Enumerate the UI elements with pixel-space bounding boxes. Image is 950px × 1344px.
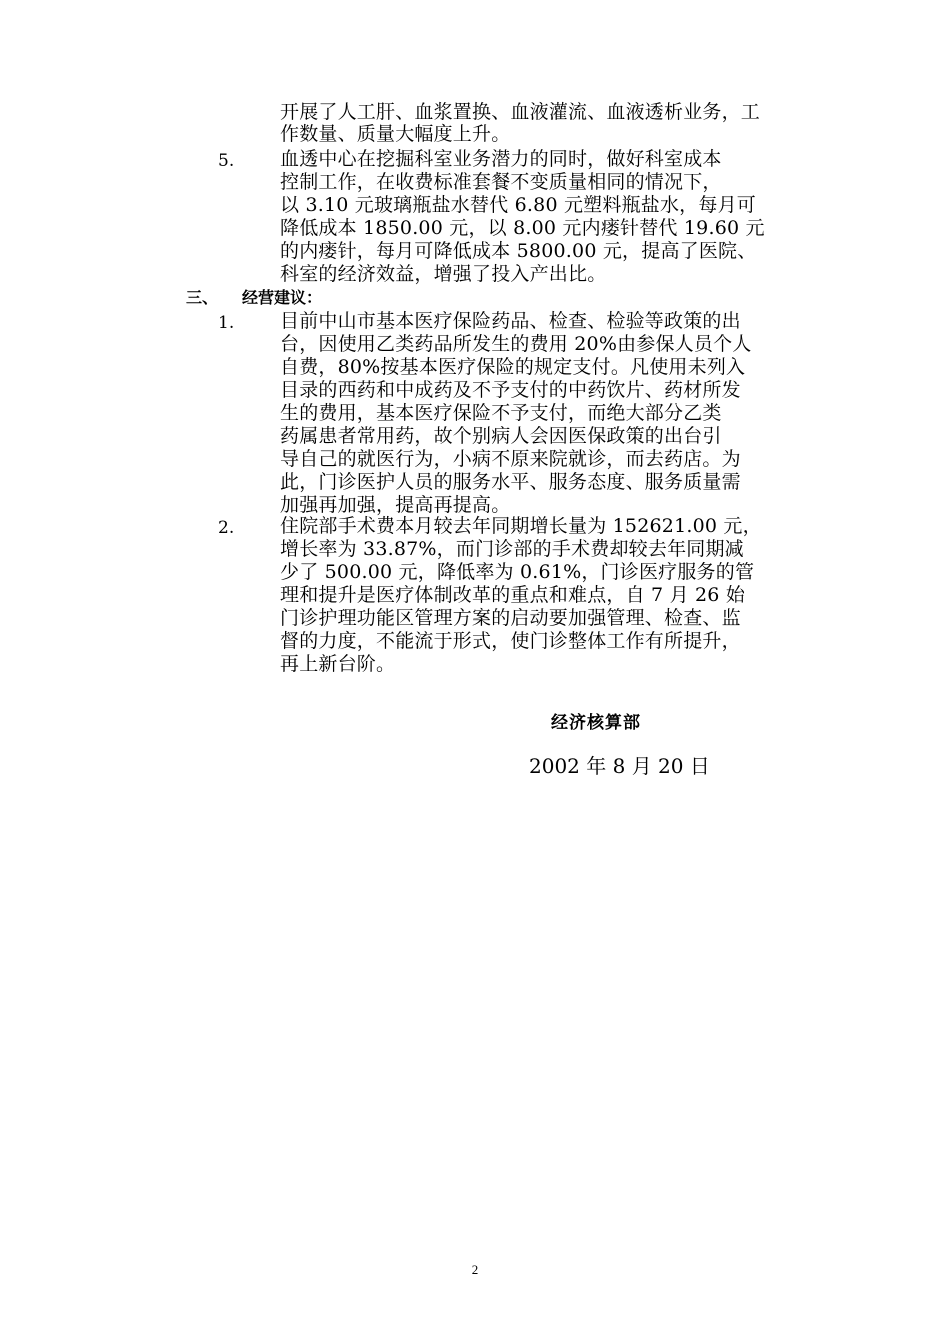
section-heading	[186, 288, 322, 308]
item5-line: 以 3.10 元玻璃瓶盐水替代 6.80 元塑料瓶盐水，每月可	[280, 194, 756, 216]
item5-line: 科室的经济效益，增强了投入产出比。	[280, 263, 607, 285]
continued-item-line: 作数量、质量大幅度上升。	[280, 123, 511, 145]
suggestion1-line: 目录的西药和中成药及不予支付的中药饮片、药材所发	[280, 379, 741, 401]
suggestion1-line: 导自己的就医行为，小病不原来院就诊，而去药店。为	[280, 448, 741, 470]
suggestion2-line: 住院部手术费本月较去年同期增长量为 152621.00 元，	[280, 515, 762, 537]
item-number: 2.	[218, 518, 235, 538]
continued-item-line: 开展了人工肝、血浆置换、血液灌流、血液透析业务，工	[280, 101, 761, 123]
suggestion2-line: 再上新台阶。	[280, 653, 396, 675]
item-number: 5.	[218, 151, 235, 171]
item5-line: 控制工作，在收费标准套餐不变质量相同的情况下，	[280, 171, 722, 193]
suggestion1-line: 自费，80%按基本医疗保险的规定支付。凡使用未列入	[280, 356, 746, 378]
signature-date: 2002 年 8 月 20 日	[529, 754, 710, 778]
section-title: 经营建议：	[242, 288, 323, 307]
item5-line: 的内瘘针，每月可降低成本 5800.00 元，提高了医院、	[280, 240, 757, 262]
suggestion1-line: 药属患者常用药，故个别病人会因医保政策的出台引	[280, 425, 722, 447]
suggestion1-line: 台，因使用乙类药品所发生的费用 20%由参保人员个人	[280, 333, 752, 355]
suggestion2-line: 门诊护理功能区管理方案的启动要加强管理、检查、监	[280, 607, 741, 629]
suggestion2-line: 少了 500.00 元，降低率为 0.61%，门诊医疗服务的管	[280, 561, 755, 583]
suggestion1-line: 加强再加强，提高再提高。	[280, 494, 511, 516]
item5-line: 降低成本 1850.00 元，以 8.00 元内瘘针替代 19.60 元	[280, 217, 765, 239]
signature-department: 经济核算部	[551, 713, 641, 733]
suggestion2-line: 督的力度，不能流于形式，使门诊整体工作有所提升，	[280, 630, 741, 652]
page-number: 2	[471, 1262, 479, 1277]
item5-line: 血透中心在挖掘科室业务潜力的同时，做好科室成本	[280, 148, 722, 170]
suggestion1-line: 目前中山市基本医疗保险药品、检查、检验等政策的出	[280, 310, 741, 332]
section-number: 三、	[186, 288, 219, 307]
suggestion1-line: 此，门诊医护人员的服务水平、服务态度、服务质量需	[280, 471, 741, 493]
suggestion2-line: 理和提升是医疗体制改革的重点和难点，自 7 月 26 始	[280, 584, 746, 606]
suggestion1-line: 生的费用，基本医疗保险不予支付，而绝大部分乙类	[280, 402, 722, 424]
item-number: 1.	[218, 313, 235, 333]
suggestion2-line: 增长率为 33.87%，而门诊部的手术费却较去年同期减	[280, 538, 744, 560]
